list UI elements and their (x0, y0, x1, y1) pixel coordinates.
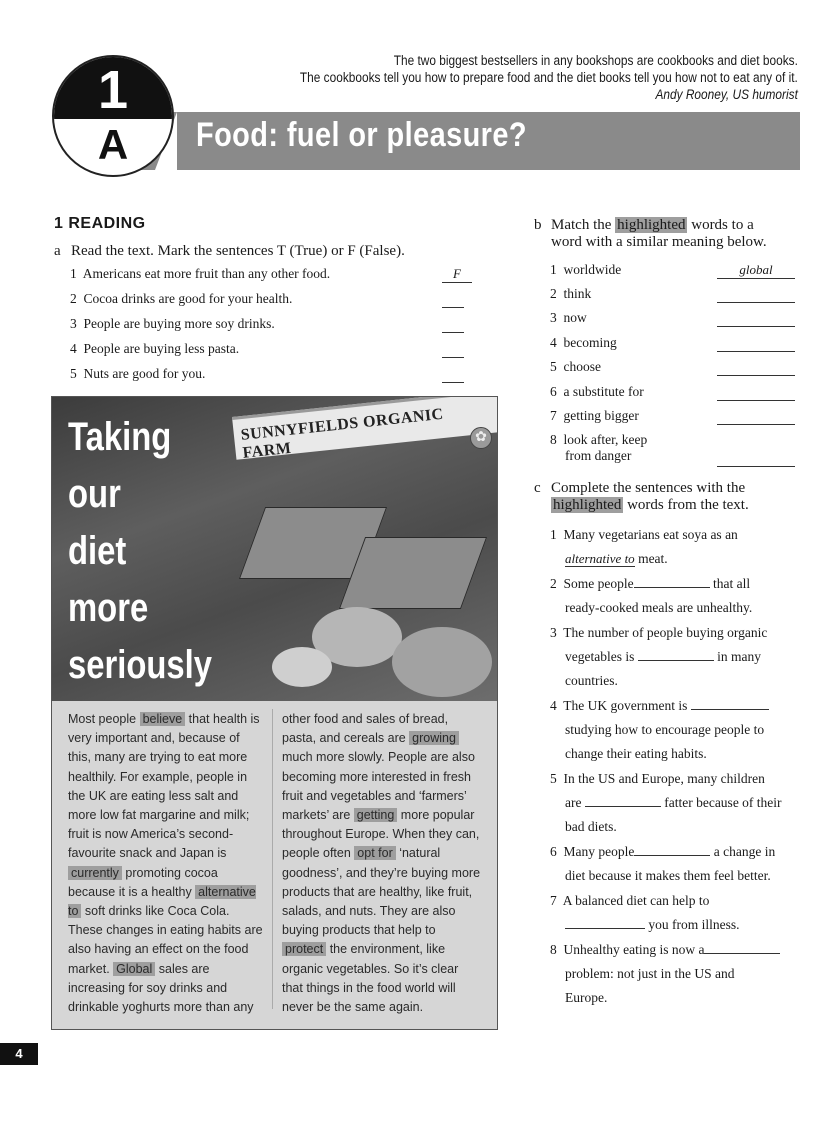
sentence-item (550, 694, 800, 766)
sentence-text: The UK government is (563, 698, 688, 713)
sentence-text: A balanced diet can help to (562, 893, 710, 908)
answer-field[interactable]: alternative to (565, 551, 635, 566)
highlighted-word: currently (68, 866, 122, 880)
statement-number: 1 (70, 266, 77, 281)
sentence-item (550, 767, 800, 839)
answer-field[interactable] (442, 293, 464, 308)
highlighted-word: opt for (354, 846, 395, 860)
quote-line-2: The cookbooks tell you how to prepare food and the diet books tell you how not to eat any of it. (300, 70, 798, 85)
statement-row (70, 291, 470, 307)
sentence-item (550, 889, 800, 937)
item-number: 8 (550, 942, 557, 957)
article-text: Most people (68, 712, 140, 726)
article-text: other food and sales of bread, pasta, and cereals are (282, 712, 449, 746)
item-text: from danger (565, 448, 632, 463)
article-column-1 (68, 710, 264, 1017)
answer-field[interactable] (691, 695, 769, 710)
match-row (550, 335, 795, 351)
statement-text: Americans eat more fruit than any other food. (82, 266, 331, 281)
sentence-text: fatter because of their (664, 795, 782, 810)
part-a-instruction: Read the text. Mark the sentences T (True) or F (False). (71, 243, 405, 259)
sentence-text: In the US and Europe, many children (563, 771, 765, 786)
sentence-item (550, 523, 800, 571)
part-c-instruction (551, 480, 801, 514)
sentence-text: meat. (634, 551, 668, 566)
statement-text: Cocoa drinks are good for your health. (83, 291, 293, 306)
answer-field[interactable] (704, 939, 780, 954)
instr-text: word with a similar meaning below. (551, 234, 767, 250)
part-a-label: a (54, 243, 61, 259)
article-text: ‘natural goodness’, and they’re buying more products that are healthy, like fruit, salads, and nuts. They are also buying products that help to (282, 846, 481, 938)
sentence-text: The number of people buying organic (563, 625, 768, 640)
article-box (51, 396, 498, 1030)
column-divider (272, 709, 273, 1009)
item-number: 3 (550, 625, 557, 640)
sentence-text: Unhealthy eating is now a (563, 942, 705, 957)
headline-line: our (68, 472, 121, 516)
section-heading: 1 READING (54, 215, 146, 232)
sentence-item (550, 938, 800, 1010)
instr-text: Match the (551, 217, 616, 233)
match-row (550, 384, 795, 400)
farm-sign: SUNNYFIELDS ORGANIC FARM (240, 405, 445, 462)
sentence-text: countries. (565, 673, 618, 688)
produce-crate (339, 537, 487, 609)
statement-number: 3 (70, 316, 77, 331)
statement-number: 4 (70, 341, 77, 356)
answer-field[interactable]: F (442, 266, 472, 283)
item-text: becoming (563, 335, 617, 350)
article-text: soft drinks like Coca Cola. These changes in eating habits are also having an effect on the food market. (68, 904, 263, 976)
article-text: much more slowly. People are also becoming more interested in fresh fruit and vegetables and ‘farmers’ markets’ are (282, 750, 475, 823)
instr-text: Complete the sentences with the (551, 480, 746, 496)
statement-text: People are buying more soy drinks. (83, 316, 275, 331)
item-text: choose (563, 359, 601, 374)
item-text: think (563, 286, 592, 301)
item-number: 1 (550, 527, 557, 542)
item-number: 5 (550, 359, 557, 374)
statement-row (70, 266, 470, 282)
item-text: getting bigger (563, 408, 639, 423)
highlighted-word: believe (140, 712, 186, 726)
part-c-label: c (534, 480, 541, 496)
answer-field[interactable] (442, 368, 464, 383)
statement-row (70, 341, 470, 357)
item-text: now (563, 310, 587, 325)
statement-number: 5 (70, 366, 77, 381)
highlighted-word: protect (282, 942, 326, 956)
sentence-item (550, 840, 800, 888)
sentence-text: Many people (563, 844, 635, 859)
item-number: 8 (550, 432, 557, 447)
answer-field[interactable] (442, 343, 464, 358)
unit-number: 1 (97, 60, 129, 120)
highlighted-word: alternative to (68, 884, 256, 919)
statement-row (70, 366, 470, 382)
match-row (550, 359, 795, 375)
sentence-text: problem: not just in the US and (565, 966, 735, 981)
match-row (550, 408, 795, 424)
sentence-text: Europe. (565, 990, 608, 1005)
answer-field[interactable] (442, 318, 464, 333)
item-number: 6 (550, 384, 557, 399)
sentence-item (550, 621, 800, 693)
article-headline (68, 409, 212, 694)
item-number: 5 (550, 771, 557, 786)
sentence-text: Many vegetarians eat soya as an (563, 527, 738, 542)
answer-field[interactable] (717, 452, 795, 467)
match-row (550, 310, 795, 326)
sentence-text: you from illness. (648, 917, 740, 932)
article-text: that health is very important and, because of this, many are trying to eat more healthily. For example, people in the UK are eating less salt and more low fat margarine and milk; fruit is now America’s second-favourite snack and Japan is (68, 712, 260, 861)
sentence-text: ready-cooked meals are unhealthy. (565, 600, 753, 615)
answer-field[interactable] (634, 573, 710, 588)
instr-highlight: highlighted (553, 497, 622, 513)
quote-line-1: The two biggest bestsellers in any bookshops are cookbooks and diet books. (393, 53, 798, 68)
statement-number: 2 (70, 291, 77, 306)
quote-author: Andy Rooney, US humorist (655, 87, 798, 102)
answer-field[interactable]: global (717, 262, 795, 279)
sentence-text: change their eating habits. (565, 746, 707, 761)
answer-field[interactable] (565, 914, 645, 929)
highlighted-word: growing (409, 731, 459, 745)
statement-row (70, 316, 470, 332)
article-text: more popular throughout Europe. When they can, people often (282, 808, 480, 861)
page-number: 4 (0, 1043, 38, 1065)
market-photo (52, 397, 497, 701)
article-text: sales are increasing for soy drinks and drinkable yoghurts more than any (68, 961, 254, 1015)
produce-pile (272, 647, 332, 687)
item-number: 7 (550, 408, 557, 423)
statement-text: People are buying less pasta. (83, 341, 240, 356)
epigraph-quote (300, 52, 798, 103)
statement-text: Nuts are good for you. (83, 366, 206, 381)
sentence-text: Some people (563, 576, 634, 591)
headline-line: more (68, 586, 149, 630)
answer-field[interactable] (585, 792, 661, 807)
instr-highlight: highlighted (617, 217, 686, 233)
answer-field[interactable] (634, 841, 710, 856)
item-number: 2 (550, 286, 557, 301)
item-number: 4 (550, 698, 557, 713)
item-number: 6 (550, 844, 557, 859)
headline-line: Taking (68, 415, 172, 459)
sentence-text: studying how to encourage people to (565, 722, 765, 737)
item-text: a substitute for (563, 384, 644, 399)
item-number: 1 (550, 262, 557, 277)
headline-line: diet (68, 529, 127, 573)
article-column-2 (282, 710, 482, 1017)
unit-letter: A (97, 121, 129, 168)
sentence-text: that all (713, 576, 751, 591)
sentence-text: diet because it makes them feel better. (565, 868, 771, 883)
sentence-text: bad diets. (565, 819, 617, 834)
match-row (550, 262, 795, 278)
answer-field[interactable] (717, 288, 795, 303)
answer-field[interactable] (717, 337, 795, 352)
answer-field[interactable] (717, 410, 795, 425)
unit-badge (52, 55, 174, 177)
part-b-instruction (551, 217, 801, 251)
match-row (550, 286, 795, 302)
produce-pile (392, 627, 492, 697)
instr-text: words from the text. (623, 497, 749, 513)
item-number: 7 (550, 893, 557, 908)
headline-line: seriously (68, 643, 213, 687)
answer-field[interactable] (638, 646, 714, 661)
part-b-label: b (534, 217, 542, 233)
instr-text: words to a (687, 217, 754, 233)
answer-field[interactable] (717, 312, 795, 327)
item-text: worldwide (563, 262, 622, 277)
sentence-text: a change in (713, 844, 776, 859)
article-text: the environment, like organic vegetables. So it’s clear that things in the food world will never be the same again. (282, 942, 459, 1015)
highlighted-word: getting (354, 808, 398, 822)
match-row (550, 432, 795, 464)
item-number: 2 (550, 576, 557, 591)
sentence-item (550, 572, 800, 620)
highlighted-word: Global (113, 962, 155, 976)
article-text: promoting cocoa because it is a healthy (68, 865, 218, 899)
answer-field[interactable] (717, 386, 795, 401)
sentence-text: vegetables is (565, 649, 635, 664)
item-number: 4 (550, 335, 557, 350)
sentence-text: in many (717, 649, 761, 664)
item-text: look after, keep (563, 432, 648, 447)
farm-logo-icon: ✿ (470, 427, 492, 449)
item-number: 3 (550, 310, 557, 325)
sentence-text: are (565, 795, 582, 810)
page-title: Food: fuel or pleasure? (196, 116, 527, 154)
answer-field[interactable] (717, 361, 795, 376)
